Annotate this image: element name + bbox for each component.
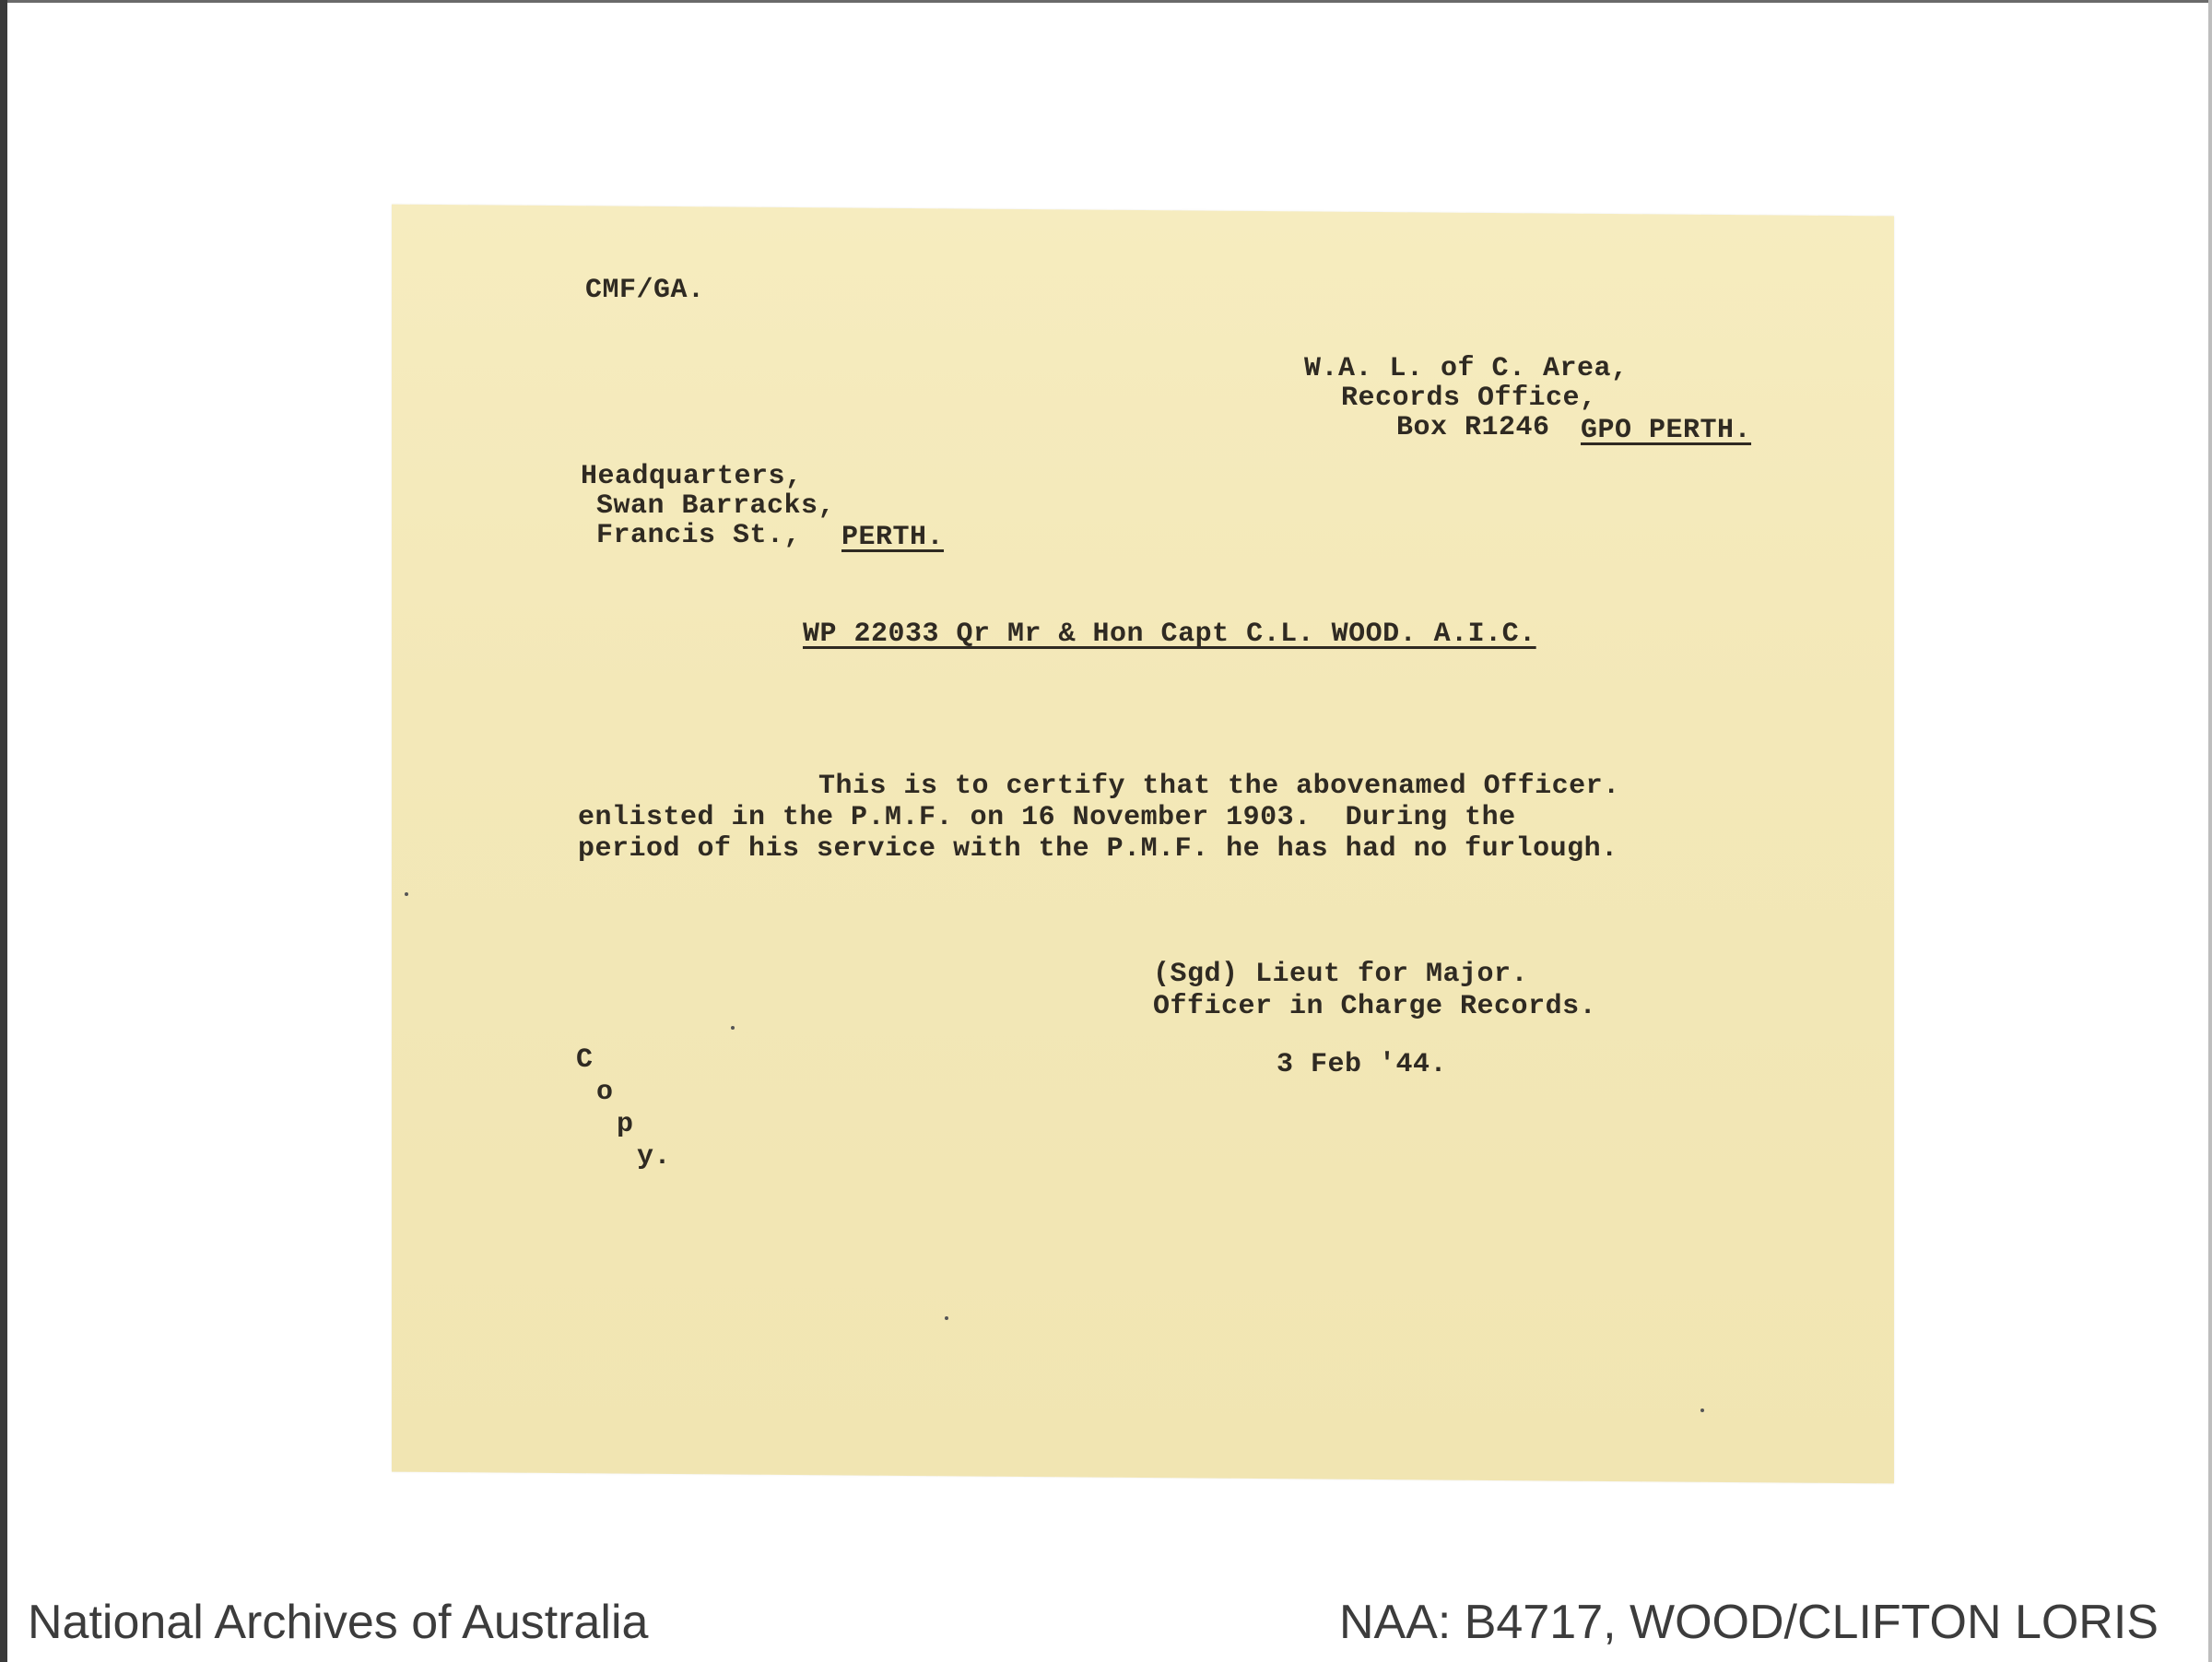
paper-speck — [405, 892, 408, 896]
copy-letter-3: p — [617, 1109, 634, 1140]
body-line-3: period of his service with the P.M.F. he has had no furlough. — [578, 833, 1618, 865]
signature-line-2: Officer in Charge Records. — [1153, 991, 1597, 1022]
copy-letter-1: C — [576, 1044, 594, 1076]
signature-line-1: (Sgd) Lieut for Major. — [1153, 959, 1529, 990]
recipient-line-1: Headquarters, — [581, 461, 803, 492]
sender-line-1: W.A. L. of C. Area, — [1304, 353, 1629, 384]
sender-line-3: Box R1246 — [1396, 412, 1550, 443]
scan-edge-right — [2208, 0, 2212, 1662]
copy-letter-2: o — [596, 1077, 614, 1108]
archive-citation: NAA: B4717, WOOD/CLIFTON LORIS — [1338, 1596, 2159, 1649]
scan-edge-top — [0, 0, 2212, 3]
body-line-1: This is to certify that the abovenamed Officer. — [818, 771, 1620, 802]
paper-speck — [1700, 1409, 1704, 1412]
recipient-line-3: Francis St., — [596, 520, 802, 551]
letter-content — [392, 210, 1894, 1478]
sender-line-2: Records Office, — [1341, 383, 1597, 414]
reference-code: CMF/GA. — [585, 275, 705, 306]
typed-letter-paper — [392, 205, 1894, 1484]
recipient-city: PERTH. — [841, 522, 945, 553]
body-line-2: enlisted in the P.M.F. on 16 November 1903. During the — [578, 802, 1516, 833]
paper-speck — [731, 1026, 735, 1030]
letter-date: 3 Feb '44. — [1277, 1049, 1448, 1080]
archive-name: National Archives of Australia — [28, 1596, 649, 1649]
scan-edge-left — [0, 0, 7, 1662]
subject-line: WP 22033 Qr Mr & Hon Capt C.L. WOOD. A.I.C. — [803, 619, 1536, 650]
sender-city: GPO PERTH. — [1581, 415, 1752, 446]
recipient-line-2: Swan Barracks, — [596, 490, 836, 522]
copy-letter-4: y. — [637, 1141, 672, 1173]
paper-speck — [945, 1316, 948, 1320]
